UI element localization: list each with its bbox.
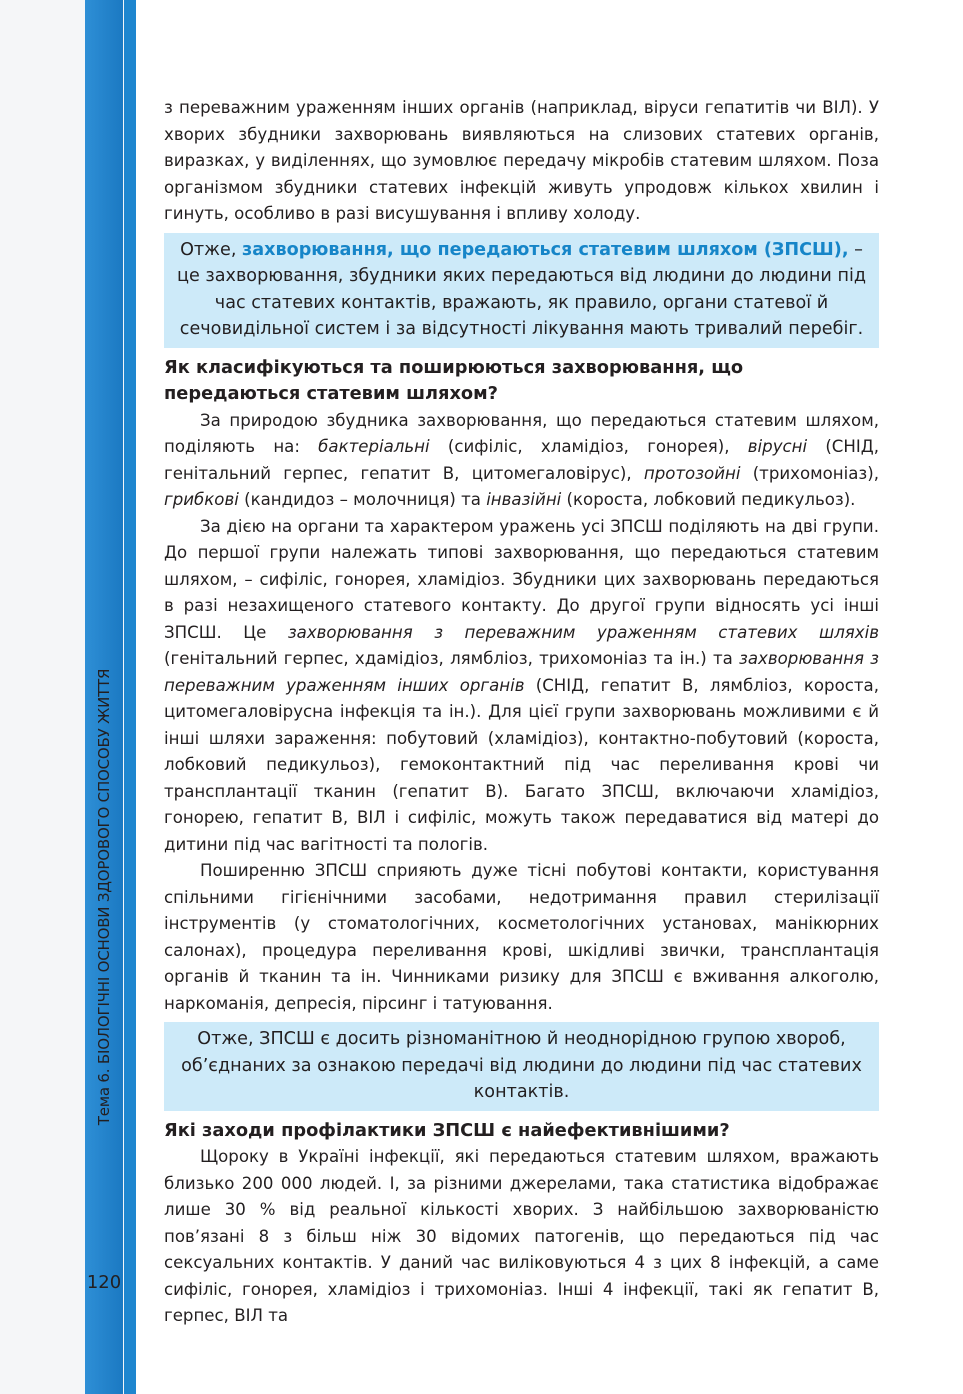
callout-definition: – це захворювання, збудники яких передаються від людини до людини під час статевих контактів, вражають, як правило, органи статевої й сечовидільної систем і за відсутності лікування мають тривалий перебіг. bbox=[177, 239, 866, 339]
term-genital-tract: захворювання з переважним ураженням статевих шляхів bbox=[287, 622, 879, 642]
term-invasive: інвазійні bbox=[486, 490, 562, 509]
page-content bbox=[164, 95, 879, 1330]
summary-callout: Отже, ЗПСШ є досить різноманітною й неоднорідною групою хвороб, об’єднаних за ознакою передачі від людини до людини під час статевих контактів. bbox=[164, 1022, 879, 1111]
term-fungal: грибкові bbox=[164, 490, 239, 509]
callout-highlight-term: захворювання, що передаються статевим шляхом (ЗПСШ), bbox=[242, 239, 849, 260]
term-viral: вірусні bbox=[747, 437, 808, 456]
paragraph-groups bbox=[164, 514, 879, 859]
paragraph-statistics: Щороку в Україні інфекції, які передаються статевим шляхом, вражають близько 200 000 людей. І, за різними джерелами, така статистика відображає лише 30 % від реальної кількості хворих. З найбільшою захворюваністю пов’язані 8 з більш ніж 30 відомих патогенів, що передаються під час сексуальних контактів. У даний час виліковуються 4 з цих 8 інфекцій, а саме сифіліс, гонорея, хламідіоз і трихомоніаз. Інші 4 інфекції, такі як гепатит В, герпес, ВІЛ та bbox=[164, 1147, 879, 1325]
text-run: За дією на органи та характером уражень усі ЗПСШ поділяють на дві групи. До першої групи належать типові захворювання, що передаються статевим шляхом, – сифіліс, гонорея, хламідіоз. Збудники цих захворювань передаються в разі незахищеного статевого контакту. До другої групи відносять усі інші ЗПСШ. Це bbox=[164, 516, 879, 642]
definition-callout bbox=[164, 233, 879, 348]
text-run: (короста, лобковий педикульоз). bbox=[561, 490, 856, 509]
text-run: (кандидоз – молочниця) та bbox=[238, 490, 487, 509]
chapter-side-line bbox=[124, 0, 136, 1394]
text-run: (СНІД, генітальний герпес, гепатит В, цитомегаловірус), bbox=[164, 437, 879, 483]
chapter-title: Тема 6. БІОЛОГІЧНІ ОСНОВИ ЗДОРОВОГО СПОСОБУ ЖИТТЯ bbox=[95, 668, 113, 1126]
text-run: За природою збудника захворювання, що передаються статевим шляхом, поділяють на: bbox=[164, 410, 879, 456]
paragraph-intro: з переважним ураженням інших органів (наприклад, віруси гепатитів чи ВІЛ). У хворих збудники захворювань виявляються на слизових статевих органів, виразках, у виділеннях, що зумовлює передачу мікробів статевим шляхом. Поза організмом збудники статевих інфекцій живуть упродовж кількох хвилин і гинуть, особливо в разі висушування і впливу холоду. bbox=[164, 98, 879, 223]
callout-prefix: Отже, bbox=[180, 239, 243, 260]
text-run: (генітальний герпес, хдамідіоз, лямбліоз, трихомоніаз та ін.) та bbox=[164, 649, 740, 668]
section-heading-prevention: Які заходи профілактики ЗПСШ є найефективнішими? bbox=[164, 1119, 730, 1141]
paragraph-spread-factors: Поширенню ЗПСШ сприяють дуже тісні побутові контакти, користування спільними гігієнічними засобами, недотримання правил стерилізації інструментів (у стоматологічних, косметологічних установах, манікюрних салонах), процедура переливання крові, шкідливі звички, трансплантація органів й тканин та ін. Чинниками ризику для ЗПСШ є вживання алкоголю, наркоманія, депресія, пірсинг і татуювання. bbox=[164, 861, 879, 1013]
term-bacterial: бактеріальні bbox=[318, 437, 430, 456]
text-run: (СНІД, гепатит В, лямбліоз, короста, цитомегаловірусна інфекція та ін.). Для цієї групи захворювань можливими є й інші шляхи зараження: побутовий (хламідіоз), контактно-побутовий (короста, лобковий педикульоз), гемоконтактний під час переливання крові чи трансплантації тканин (гепатит В). Багато ЗПСШ, включаючи хламідіоз, гонорею, гепатит В, ВІЛ і сифіліс, можуть також передаватися від матері до дитини під час вагітності та пологів. bbox=[164, 675, 879, 854]
term-other-organs: захворювання з переважним ураженням інших органів bbox=[164, 649, 879, 695]
text-run: (сифіліс, хламідіоз, гонорея), bbox=[429, 437, 748, 456]
text-run: (трихомоніаз), bbox=[740, 463, 879, 483]
section-heading-classification: Як класифікуються та поширюються захворювання, що передаються статевим шляхом? bbox=[164, 356, 744, 404]
page-number: 120 bbox=[86, 1272, 122, 1293]
paragraph-pathogen-types bbox=[164, 408, 879, 514]
term-protozoan: протозойні bbox=[643, 463, 741, 483]
